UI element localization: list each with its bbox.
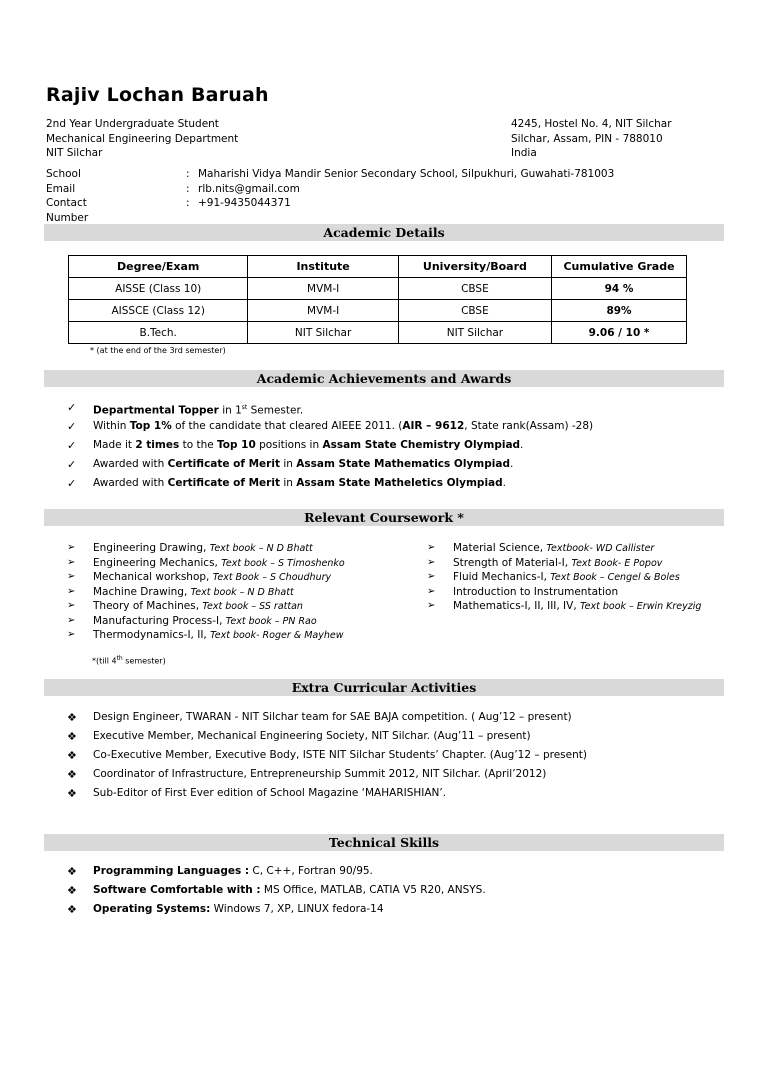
arrow-bullet-icon: ➢ <box>67 585 76 597</box>
skill-label: Programming Languages : <box>93 865 250 877</box>
emphasis: Assam State Mathematics Olympiad <box>296 458 510 470</box>
table-header: Cumulative Grade <box>552 256 687 278</box>
text: in <box>279 477 297 489</box>
check-icon: ✓ <box>67 458 77 471</box>
emphasis: 2 times <box>135 439 180 451</box>
skill-value: Windows 7, XP, LINUX fedora-14 <box>210 903 384 915</box>
list-item <box>67 455 593 474</box>
header-left-line: 2nd Year Undergraduate Student <box>46 118 219 130</box>
text: in <box>279 458 297 470</box>
diamond-bullet-icon: ❖ <box>67 730 77 743</box>
emphasis: Top 10 <box>217 439 256 451</box>
list-item <box>67 585 345 600</box>
header-left <box>46 117 238 161</box>
table-footnote: * (at the end of the 3rd semester) <box>90 346 226 355</box>
arrow-bullet-icon: ➢ <box>427 571 436 582</box>
subject: Thermodynamics-I, II, <box>93 629 211 641</box>
textbook: Text Book – S Choudhury <box>212 572 332 583</box>
table-row <box>69 322 687 344</box>
list-item <box>67 727 587 746</box>
skill-value: C, C++, Fortran 90/95. <box>249 865 373 877</box>
table-row <box>69 300 687 322</box>
arrow-bullet-icon: ➢ <box>67 571 76 582</box>
subject: Engineering Mechanics, <box>93 556 222 569</box>
academic-table <box>68 255 687 344</box>
arrow-bullet-icon: ➢ <box>67 614 76 626</box>
diamond-bullet-icon: ❖ <box>67 884 77 897</box>
list-item <box>67 570 345 585</box>
table-cell: NIT Silchar <box>248 322 398 344</box>
textbook: Text Book- E Popov <box>571 557 663 569</box>
emphasis: Departmental Topper <box>93 404 219 417</box>
arrow-bullet-icon: ➢ <box>67 629 76 640</box>
list-item <box>67 474 593 493</box>
text: in 1 <box>218 404 242 417</box>
list-item <box>67 556 345 571</box>
arrow-bullet-icon: ➢ <box>67 600 76 611</box>
text: to the <box>179 439 218 451</box>
skill-label: Software Comfortable with : <box>93 884 261 896</box>
skill-label: Operating Systems: <box>93 903 211 915</box>
check-icon: ✓ <box>67 420 77 433</box>
list-item <box>67 599 345 614</box>
text: Sub-Editor of First Ever edition of School Magazine ‘MAHARISHIAN’. <box>93 787 447 799</box>
colon: : <box>186 197 190 209</box>
table-header: Degree/Exam <box>69 256 248 278</box>
emphasis: Assam State Chemistry Olympiad <box>322 439 521 451</box>
list-item <box>67 862 486 881</box>
table-cell: MVM-I <box>248 278 398 300</box>
emphasis: AIR – 9612 <box>402 420 465 432</box>
arrow-bullet-icon: ➢ <box>67 556 76 568</box>
diamond-bullet-icon: ❖ <box>67 903 77 916</box>
subject: Material Science, <box>453 542 547 554</box>
skills-list <box>67 862 486 919</box>
table-header-row <box>69 256 687 278</box>
resume-name: Rajiv Lochan Baruah <box>46 84 269 106</box>
section-title-skills: Technical Skills <box>328 835 440 850</box>
textbook: Text book – S Timoshenko <box>221 557 345 569</box>
emphasis: Certificate of Merit <box>167 477 280 489</box>
coursework-right-list <box>427 541 701 614</box>
table-cell-grade: 9.06 / 10 * <box>552 322 687 344</box>
textbook: Text book – N D Bhatt <box>209 543 313 554</box>
text: Design Engineer, TWARAN - NIT Silchar team for SAE BAJA competition. ( Aug’12 – present) <box>93 711 572 723</box>
emphasis: Certificate of Merit <box>167 458 280 470</box>
subject: Theory of Machines, <box>93 600 203 612</box>
text: semester) <box>122 656 166 666</box>
list-item <box>67 746 587 765</box>
address-line: Silchar, Assam, PIN - 788010 <box>511 132 663 145</box>
textbook: Textbook- WD Callister <box>546 543 655 554</box>
table-cell: AISSE (Class 10) <box>69 278 248 300</box>
table-header: University/Board <box>398 256 551 278</box>
header-left-line: Mechanical Engineering Department <box>46 132 239 145</box>
text: Co-Executive Member, Executive Body, ISTE NIT Silchar Students’ Chapter. (Aug’12 – present) <box>93 749 587 761</box>
arrow-bullet-icon: ➢ <box>427 600 436 611</box>
textbook: Text book – N D Bhatt <box>190 586 294 598</box>
arrow-bullet-icon: ➢ <box>427 556 436 568</box>
list-item <box>427 585 701 600</box>
emphasis: Assam State Matheletics Olympiad <box>296 477 503 489</box>
table-cell-grade: 94 % <box>552 278 687 300</box>
section-title-coursework: Relevant Coursework * <box>304 510 464 525</box>
diamond-bullet-icon: ❖ <box>67 865 77 878</box>
contact-label: Contact Number <box>46 197 89 224</box>
textbook: Text book – SS rattan <box>202 601 303 612</box>
list-item <box>427 556 701 571</box>
table-cell: B.Tech. <box>69 322 248 344</box>
contact-value: Maharishi Vidya Mandir Senior Secondary School, Silpukhuri, Guwahati-781003 <box>198 168 615 180</box>
check-icon: ✓ <box>67 439 77 452</box>
check-icon: ✓ <box>67 401 77 414</box>
list-item <box>67 900 486 919</box>
list-item <box>67 784 587 803</box>
textbook: Text book – PN Rao <box>225 615 317 627</box>
achievements-list <box>67 398 593 493</box>
text: Awarded with <box>93 458 168 470</box>
list-item <box>67 614 345 629</box>
ordinal: st <box>241 404 248 411</box>
table-cell: NIT Silchar <box>398 322 551 344</box>
list-item <box>67 881 486 900</box>
list-item <box>67 436 593 455</box>
text: Within <box>93 420 130 432</box>
text: Made it <box>93 439 136 451</box>
emphasis: Top 1% <box>129 420 172 432</box>
text: positions in <box>255 439 323 451</box>
section-title-extra: Extra Curricular Activities <box>291 680 477 695</box>
subject: Machine Drawing, <box>93 585 191 598</box>
text: of the candidate that cleared AIEEE 2011. ( <box>171 420 403 432</box>
list-item <box>67 708 587 727</box>
header-left-line: NIT Silchar <box>46 147 103 159</box>
section-title-academic: Academic Details <box>323 225 445 240</box>
text: , State rank(Assam) -28) <box>464 420 594 432</box>
diamond-bullet-icon: ❖ <box>67 749 77 762</box>
table-cell: AISSCE (Class 12) <box>69 300 248 322</box>
ordinal: th <box>116 655 123 662</box>
text: Awarded with <box>93 477 168 489</box>
contact-value: rlb.nits@gmail.com <box>198 182 300 195</box>
contact-label: School <box>46 168 81 180</box>
list-item <box>67 765 587 784</box>
text: Coordinator of Infrastructure, Entrepreneurship Summit 2012, NIT Silchar. (April’2012) <box>93 768 547 780</box>
text: . <box>509 458 514 470</box>
check-icon: ✓ <box>67 477 77 490</box>
section-title-achievements: Academic Achievements and Awards <box>256 371 512 386</box>
textbook: Text book – Erwin Kreyzig <box>580 601 702 612</box>
textbook: Text book- Roger & Mayhew <box>210 630 344 641</box>
subject: Introduction to Instrumentation <box>453 585 619 598</box>
diamond-bullet-icon: ❖ <box>67 711 77 724</box>
contact-label: Email <box>46 182 76 195</box>
list-item <box>427 541 701 556</box>
subject: Mathematics-I, II, III, IV, <box>453 600 581 612</box>
extra-list <box>67 708 587 803</box>
table-header: Institute <box>248 256 398 278</box>
text: *(till 4 <box>92 656 117 666</box>
table-row <box>69 278 687 300</box>
list-item <box>67 541 345 556</box>
subject: Manufacturing Process-I, <box>93 614 226 627</box>
list-item <box>427 599 701 614</box>
header-right <box>511 117 672 161</box>
text: . <box>520 439 524 451</box>
diamond-bullet-icon: ❖ <box>67 787 77 800</box>
address-line: India <box>511 147 537 159</box>
text: . <box>502 477 506 489</box>
table-cell: CBSE <box>398 278 551 300</box>
subject: Fluid Mechanics-I, <box>453 571 551 583</box>
subject: Engineering Drawing, <box>93 542 210 554</box>
text: Executive Member, Mechanical Engineering Society, NIT Silchar. (Aug’11 – present) <box>93 730 531 742</box>
diamond-bullet-icon: ❖ <box>67 768 77 781</box>
contact-value: +91-9435044371 <box>198 197 291 209</box>
textbook: Text Book – Cengel & Boles <box>550 572 680 583</box>
skill-value: MS Office, MATLAB, CATIA V5 R20, ANSYS. <box>260 884 486 896</box>
colon: : <box>186 168 190 180</box>
subject: Strength of Material-I, <box>453 556 572 569</box>
text: Semester. <box>247 404 304 417</box>
subject: Mechanical workshop, <box>93 571 213 583</box>
table-cell-grade: 89% <box>552 300 687 322</box>
table-cell: MVM-I <box>248 300 398 322</box>
list-item <box>67 628 345 643</box>
list-item <box>67 398 593 417</box>
colon: : <box>186 182 190 195</box>
list-item <box>427 570 701 585</box>
coursework-left-list <box>67 541 345 643</box>
list-item <box>67 417 593 436</box>
table-cell: CBSE <box>398 300 551 322</box>
coursework-footnote <box>92 655 166 666</box>
arrow-bullet-icon: ➢ <box>427 542 436 553</box>
address-line: 4245, Hostel No. 4, NIT Silchar <box>511 118 672 130</box>
arrow-bullet-icon: ➢ <box>67 542 76 553</box>
arrow-bullet-icon: ➢ <box>427 585 436 597</box>
